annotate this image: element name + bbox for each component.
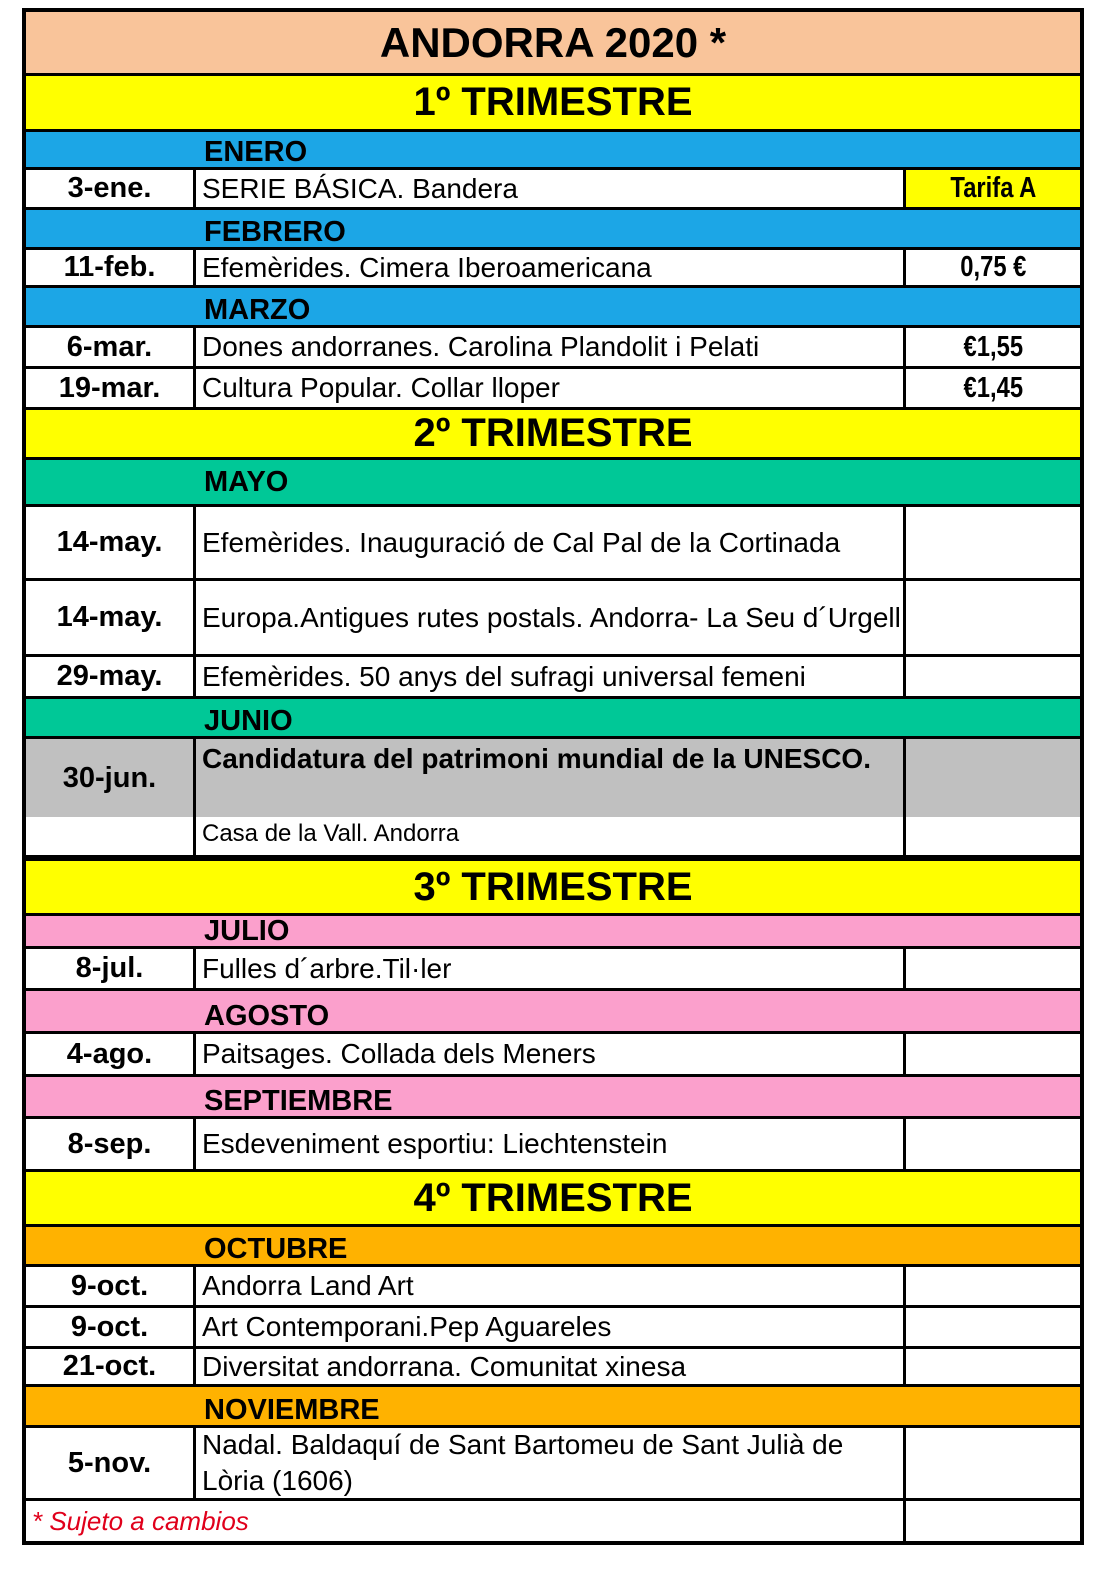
price-text: 0,75 € xyxy=(959,251,1027,283)
issue-description: Cultura Popular. Collar lloper xyxy=(196,369,906,407)
issue-date: 29-may. xyxy=(26,657,196,696)
month-junio xyxy=(26,699,1080,739)
month-label: MARZO xyxy=(204,294,311,326)
table-row xyxy=(26,657,1080,699)
issue-description: Paitsages. Collada dels Meners xyxy=(196,1034,906,1074)
issue-description: Efemèrides. Inauguració de Cal Pal de la Cortinada xyxy=(196,507,906,578)
issue-date: 8-jul. xyxy=(26,949,196,988)
table-row xyxy=(26,507,1080,581)
issue-description: Nadal. Baldaquí de Sant Bartomeu de Sant Julià de Lòria (1606) xyxy=(196,1428,906,1498)
issue-price xyxy=(906,657,1080,696)
footnote-empty-cell xyxy=(906,1501,1080,1541)
table-row xyxy=(26,170,1080,210)
issue-description: SERIE BÁSICA. Bandera xyxy=(196,170,906,207)
trimestre-1-header: 1º TRIMESTRE xyxy=(26,76,1080,132)
issue-price xyxy=(906,328,1080,366)
stamp-calendar-table xyxy=(22,8,1084,1545)
month-agosto xyxy=(26,991,1080,1034)
issue-date: 30-jun. xyxy=(26,739,193,817)
issue-date: 21-oct. xyxy=(26,1349,196,1384)
footnote: * Sujeto a cambios xyxy=(26,1501,906,1541)
issue-description: Art Contemporani.Pep Aguareles xyxy=(196,1308,906,1346)
issue-date: 5-nov. xyxy=(26,1428,196,1498)
trimestre-2-header: 2º TRIMESTRE xyxy=(26,410,1080,460)
issue-description: Europa.Antigues rutes postals. Andorra- La Seu d´Urgell xyxy=(196,581,906,654)
table-row xyxy=(26,949,1080,991)
month-label: NOVIEMBRE xyxy=(204,1394,380,1426)
issue-description: Dones andorranes. Carolina Plandolit i Pelati xyxy=(196,328,906,366)
table-row xyxy=(26,369,1080,410)
month-label: SEPTIEMBRE xyxy=(204,1085,393,1117)
table-row xyxy=(26,250,1080,288)
issue-date: 9-oct. xyxy=(26,1267,196,1305)
issue-price xyxy=(906,1119,1080,1169)
issue-date: 9-oct. xyxy=(26,1308,196,1346)
issue-price xyxy=(906,1349,1080,1384)
table-row xyxy=(26,739,1080,858)
table-row xyxy=(26,1034,1080,1077)
issue-description: Esdeveniment esportiu: Liechtenstein xyxy=(196,1119,906,1169)
month-julio xyxy=(26,916,1080,949)
month-label: MAYO xyxy=(204,466,289,498)
issue-price xyxy=(906,739,1080,855)
price-text: €1,55 xyxy=(963,330,1023,363)
issue-date-cell xyxy=(26,739,196,855)
issue-description: Diversitat andorrana. Comunitat xinesa xyxy=(196,1349,906,1384)
issue-description-cell xyxy=(196,739,906,855)
issue-date: 11-feb. xyxy=(26,250,196,285)
table-row xyxy=(26,328,1080,369)
trimestre-4-header: 4º TRIMESTRE xyxy=(26,1172,1080,1227)
month-label: FEBRERO xyxy=(204,216,346,248)
issue-subtitle: Casa de la Vall. Andorra xyxy=(202,820,460,847)
issue-date: 14-may. xyxy=(26,507,196,578)
issue-date: 14-may. xyxy=(26,581,196,654)
issue-price xyxy=(906,369,1080,407)
table-row xyxy=(26,1349,1080,1387)
month-noviembre xyxy=(26,1387,1080,1428)
issue-date: 19-mar. xyxy=(26,369,196,407)
month-label: ENERO xyxy=(204,136,308,168)
price-text: €1,45 xyxy=(963,371,1023,404)
issue-description: Fulles d´arbre.Til·ler xyxy=(196,949,906,988)
issue-price xyxy=(906,1267,1080,1305)
issue-price xyxy=(906,949,1080,988)
table-row xyxy=(26,1119,1080,1172)
price-text: Tarifa A xyxy=(950,172,1036,204)
month-label: OCTUBRE xyxy=(204,1233,348,1265)
issue-date: 8-sep. xyxy=(26,1119,196,1169)
issue-date: 4-ago. xyxy=(26,1034,196,1074)
issue-price xyxy=(906,1428,1080,1498)
issue-description: Efemèrides. 50 anys del sufragi universal femeni xyxy=(196,657,906,696)
issue-description: Andorra Land Art xyxy=(196,1267,906,1305)
page-title: ANDORRA 2020 * xyxy=(26,12,1080,76)
month-octubre xyxy=(26,1227,1080,1267)
month-febrero xyxy=(26,210,1080,250)
table-row xyxy=(26,1267,1080,1308)
month-enero xyxy=(26,132,1080,170)
issue-date: 3-ene. xyxy=(26,170,196,207)
table-row xyxy=(26,1428,1080,1501)
month-label: JUNIO xyxy=(204,705,293,737)
grey-fill xyxy=(906,739,1080,817)
table-row xyxy=(26,581,1080,657)
month-mayo xyxy=(26,460,1080,507)
month-label: JULIO xyxy=(204,915,290,947)
issue-price xyxy=(906,581,1080,654)
month-septiembre xyxy=(26,1077,1080,1119)
issue-description: Efemèrides. Cimera Iberoamericana xyxy=(196,250,906,285)
issue-description: Candidatura del patrimoni mundial de la UNESCO. xyxy=(196,739,903,817)
issue-price xyxy=(906,170,1080,207)
month-marzo xyxy=(26,288,1080,328)
month-label: AGOSTO xyxy=(204,1000,330,1032)
issue-price xyxy=(906,1308,1080,1346)
table-row xyxy=(26,1308,1080,1349)
footnote-row xyxy=(26,1501,1080,1545)
issue-price xyxy=(906,1034,1080,1074)
issue-price xyxy=(906,250,1080,285)
issue-date: 6-mar. xyxy=(26,328,196,366)
issue-price xyxy=(906,507,1080,578)
trimestre-3-header: 3º TRIMESTRE xyxy=(26,858,1080,916)
